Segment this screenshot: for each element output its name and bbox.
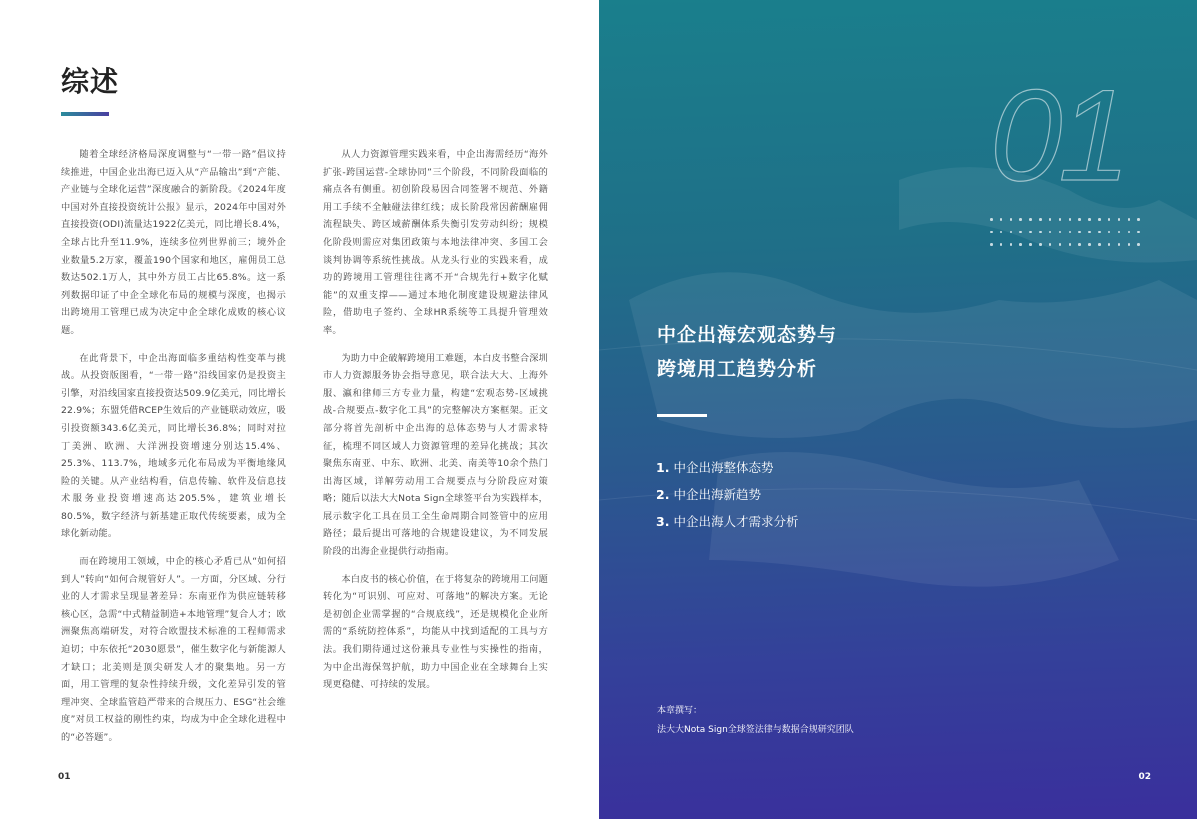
toc-label: 中企出海新趋势	[673, 487, 761, 502]
toc-number: 1.	[656, 460, 670, 475]
text-column-right	[323, 146, 548, 704]
section-title-line-1: 中企出海宏观态势与	[657, 324, 838, 346]
section-title-line-2: 跨境用工趋势分析	[657, 358, 818, 380]
toc-number: 3.	[656, 514, 670, 529]
authors-label: 本章撰写：	[657, 706, 703, 716]
authors-team: 法大大Nota Sign全球签法律与数据合规研究团队	[657, 725, 854, 735]
toc-label: 中企出海整体态势	[673, 460, 774, 475]
title-accent-bar	[657, 414, 707, 417]
paragraph: 在此背景下，中企出海面临多重结构性变革与挑战。从投资版图看，“一带一路”沿线国家仍是投资主引擎，对沿线国家直接投资达509.9亿美元，同比增长22.9%；东盟凭借RCEP生效后的产业链联动效应，吸引投资额343.6亿美元，同比增长36.8%；同时对拉丁美洲、欧洲、大洋洲投资增速分别达15.4%、25.3%、113.7%，地域多元化布局成为平衡地缘风险的关键。从产业结构看，信息传输、软件及信息技术服务业投资增速高达205.5%，建筑业增长80.5%，数字经济与新基建正取代传统要素，成为全球化新动能。	[61, 352, 286, 540]
page-title: 综述	[61, 65, 120, 98]
section-title	[657, 318, 837, 386]
page-number-right: 02	[1138, 772, 1151, 782]
dot-grid-decoration	[990, 218, 1140, 256]
paragraph: 随着全球经济格局深度调整与“一带一路”倡议持续推进，中国企业出海已迈入从“产品输出”到“产能、产业链与全球化运营”深度融合的新阶段。《2024年度中国对外直接投资统计公报》显示，2024年中国对外直接投资(ODI)流量达1922亿美元，同比增长8.4%，全球占比升至11.9%，连续多位列世界前三；境外企业数量5.2万家，覆盖190个国家和地区，雇佣员工总数达502.1万人，其中外方员工占比65.8%。这一系列数据印证了中企全球化布局的规模与深度，也揭示出跨境用工管理已成为决定中企全球化成败的核心议题。	[61, 149, 286, 336]
toc-item-3[interactable]	[656, 508, 798, 535]
toc-number: 2.	[656, 487, 670, 502]
paragraph: 为助力中企破解跨境用工难题，本白皮书整合深圳市人力资源服务协会指导意见，联合法大大、上海外服、瀛和律师三方专业力量，构建“宏观态势-区域挑战-合规要点-数字化工具”的完整解决方案框架。正文部分将首先剖析中企出海的总体态势与人才需求特征，梳理不同区域人力资源管理的差异化挑战；其次聚焦东南亚、中东、欧洲、北美、南美等10余个热门出海区域，详解劳动用工合规要点与分阶段应对策略；随后以法大大Nota Sign全球签平台为实践样本，展示数字化工具在员工全生命周期合同签管中的应用路径；最后提出可落地的合规建设建议，为不同发展阶段的出海企业提供行动指南。	[323, 352, 548, 558]
chapter-number: 01	[990, 62, 1127, 208]
title-underline	[61, 112, 109, 116]
toc-item-2[interactable]	[656, 481, 798, 508]
paragraph: 而在跨境用工领域，中企的核心矛盾已从“如何招到人”转向“如何合规管好人”。一方面，分区域、分行业的人才需求呈现显著差异：东南亚作为供应链转移核心区，急需“中式精益制造+本地管理”复合人才；欧洲聚焦高端研发，对符合欧盟技术标准的工程师需求迫切；中东依托“2030愿景”，催生数字化与新能源人才缺口；北美则是顶尖研发人才的聚集地。另一方面，用工管理的复杂性持续升级，文化差异引发的管理冲突、全球监管趋严带来的合规压力、ESG“社会维度”对员工权益的刚性约束，均成为中企全球化进程中的“必答题”。	[61, 556, 286, 743]
text-column-left	[61, 146, 286, 757]
toc-item-1[interactable]	[656, 454, 798, 481]
toc-label: 中企出海人才需求分析	[673, 514, 799, 529]
page-number-left: 01	[58, 772, 71, 782]
table-of-contents	[656, 454, 798, 535]
chapter-authors	[657, 702, 854, 740]
paragraph: 从人力资源管理实践来看，中企出海需经历“海外扩张-跨国运营-全球协同”三个阶段，不同阶段面临的痛点各有侧重。初创阶段易因合同签署不规范、外籍用工手续不全触碰法律红线；成长阶段常因薪酬雇佣流程缺失、跨区域薪酬体系失衡引发劳动纠纷；规模化阶段则需应对集团政策与本地法律冲突、多国工会谈判协调等系统性挑战。从龙头行业的实践来看，成功的跨境用工管理往往离不开“合规先行+数字化赋能”的双重支撑——通过本地化制度建设规避法律风险，借助电子签约、全球HR系统等工具提升管理效率。	[323, 149, 548, 336]
paragraph: 本白皮书的核心价值，在于将复杂的跨境用工问题转化为“可识别、可应对、可落地”的解决方案。无论是初创企业需掌握的“合规底线”，还是规模化企业所需的“系统防控体系”，均能从中找到适配的工具与方法。我们期待通过这份兼具专业性与实操性的指南，为中企出海保驾护航，助力中国企业在全球舞台上实现更稳健、可持续的发展。	[323, 573, 548, 691]
